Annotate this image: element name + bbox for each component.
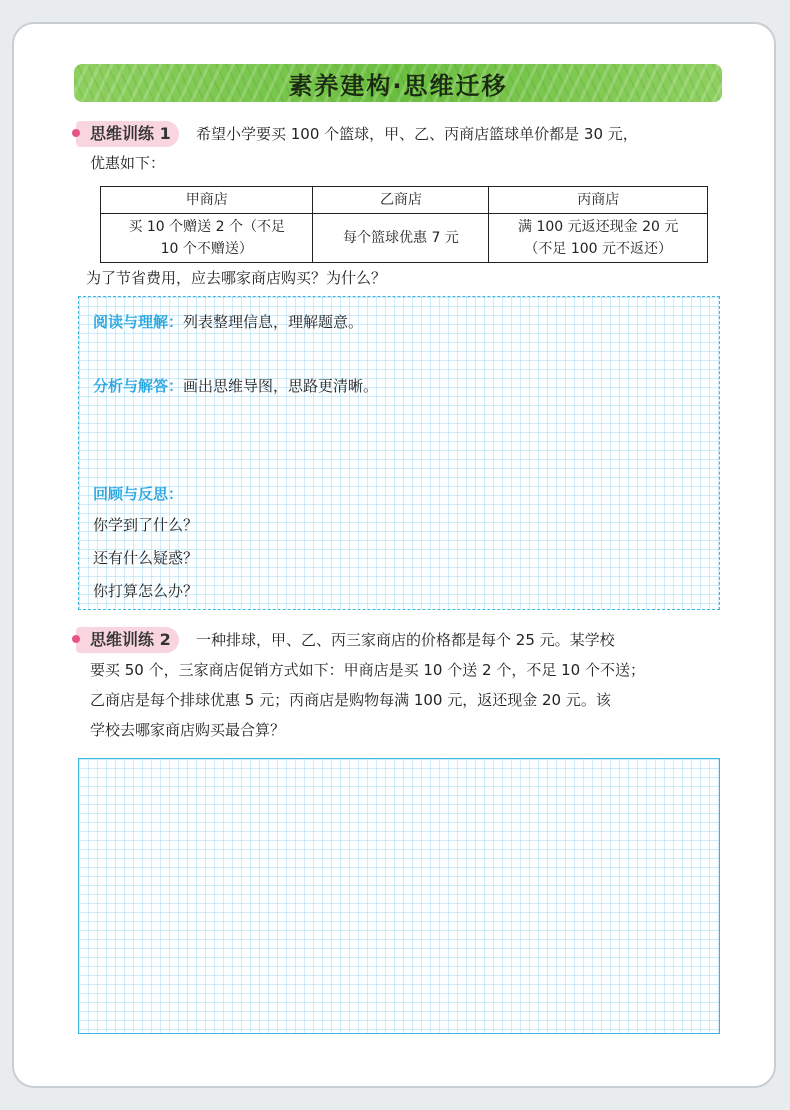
table-header-row [101, 187, 708, 214]
analyze-label: 分析与解答： [93, 377, 184, 395]
cell-shop-a-offer [101, 214, 313, 263]
analyze-text: 画出思维导图，思路更清晰。 [183, 377, 379, 395]
bullet-dot-icon [72, 635, 80, 643]
header-shop-a: 甲商店 [101, 187, 313, 214]
exercise2-line3: 乙商店是每个排球优惠 5 元；丙商店是购物每满 100 元，返还现金 20 元。该 [90, 691, 611, 709]
bullet-dot-icon [72, 129, 80, 137]
read-label: 阅读与理解： [93, 313, 184, 331]
section-banner [74, 64, 722, 102]
review-question-3: 你打算怎么办？ [93, 582, 199, 600]
exercise2-tag [76, 627, 179, 653]
cell-shop-c-line2: （不足 100 元不返还） [524, 241, 673, 257]
exercise1-tag-label: 思维训练 1 [90, 124, 171, 143]
shop-comparison-table [100, 186, 708, 263]
exercise2-line4: 学校去哪家商店购买最合算？ [90, 721, 286, 739]
exercise2-line2: 要买 50 个，三家商店促销方式如下：甲商店是买 10 个送 2 个，不足 10 个不送； [90, 661, 645, 679]
exercise2-tag-label: 思维训练 2 [90, 630, 171, 649]
review-reflect-heading: 回顾与反思： [93, 485, 184, 503]
exercise1-prompt-line1: 希望小学要买 100 个篮球，甲、乙、丙商店篮球单价都是 30 元， [196, 125, 638, 143]
read-understand-heading [93, 309, 363, 335]
cell-shop-a-line1: 买 10 个赠送 2 个（不足 [128, 219, 285, 235]
exercise1-tag [76, 121, 179, 147]
exercise1-work-area[interactable] [78, 296, 720, 610]
banner-title: 素养建构·思维迁移 [288, 71, 508, 100]
exercise1-question: 为了节省费用，应去哪家商店购买？为什么？ [86, 269, 387, 287]
read-text: 列表整理信息，理解题意。 [183, 313, 364, 331]
cell-shop-c-line1: 满 100 元返还现金 20 元 [518, 219, 679, 235]
review-question-1: 你学到了什么？ [93, 516, 199, 534]
analyze-answer-heading [93, 373, 378, 399]
cell-shop-c-offer [489, 214, 708, 263]
review-question-2: 还有什么疑惑？ [93, 549, 199, 567]
table-row [101, 214, 708, 263]
exercise1-prompt-line2: 优惠如下： [90, 154, 166, 172]
worksheet-page [12, 22, 776, 1088]
exercise2-line1: 一种排球，甲、乙、丙三家商店的价格都是每个 25 元。某学校 [196, 631, 615, 649]
cell-shop-a-line2: 10 个不赠送） [160, 241, 253, 257]
header-shop-b: 乙商店 [313, 187, 489, 214]
exercise2-work-area[interactable] [78, 758, 720, 1034]
cell-shop-b-offer: 每个篮球优惠 7 元 [313, 214, 489, 263]
header-shop-c: 丙商店 [489, 187, 708, 214]
